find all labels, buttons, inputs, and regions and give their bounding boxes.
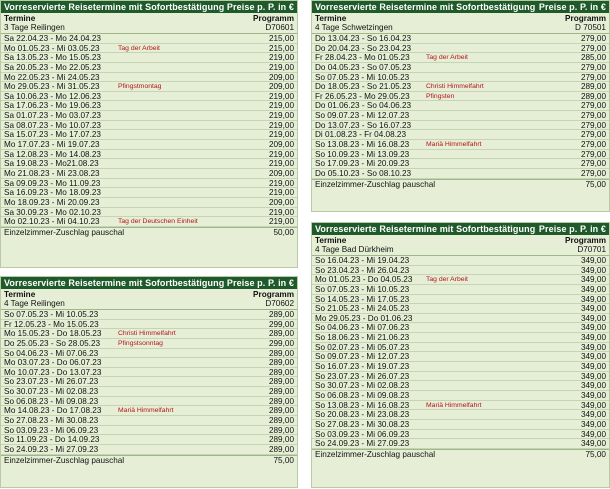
price: 349,00 — [580, 284, 606, 294]
surcharge-label: Einzelzimmer-Zuschlag pauschal — [315, 449, 436, 459]
table-row — [312, 150, 609, 160]
table-row — [312, 130, 609, 140]
date-range: Mo 03.07.23 - Do 06.07.23 — [4, 358, 102, 368]
price: 349,00 — [580, 342, 606, 352]
table-row — [312, 159, 609, 169]
table-row — [1, 368, 297, 378]
table-row — [1, 198, 297, 208]
table-row — [312, 362, 609, 372]
price: 349,00 — [580, 323, 606, 333]
surcharge-label: Einzelzimmer-Zuschlag pauschal — [4, 455, 125, 465]
holiday-note: Tag der Arbeit — [118, 44, 160, 52]
price: 279,00 — [580, 130, 606, 140]
price: 349,00 — [580, 439, 606, 449]
table-row — [312, 295, 609, 305]
price: 289,00 — [580, 82, 606, 92]
date-range: Sa 10.06.23 - Mo 12.06.23 — [4, 91, 101, 101]
table-row — [312, 391, 609, 401]
price: 299,00 — [268, 319, 294, 329]
table-header-bar — [312, 1, 609, 13]
price: 349,00 — [580, 256, 606, 265]
date-range: Sa 22.04.23 - Mo 24.04.23 — [4, 34, 101, 43]
date-range: So 10.09.23 - Mi 13.09.23 — [315, 149, 410, 159]
table-row — [312, 333, 609, 343]
table-row — [312, 92, 609, 102]
date-range: Mo 22.05.23 - Mi 24.05.23 — [4, 72, 100, 82]
price: 289,00 — [580, 91, 606, 101]
price: 289,00 — [268, 358, 294, 368]
table-row — [1, 217, 297, 227]
date-range: Mo 18.09.23 - Mi 20.09.23 — [4, 197, 100, 207]
price: 279,00 — [580, 72, 606, 82]
price: 349,00 — [580, 333, 606, 343]
table-header-bar — [1, 277, 297, 289]
price: 279,00 — [580, 149, 606, 159]
price: 279,00 — [580, 140, 606, 150]
price-header: Preise p. P. in € — [226, 278, 294, 288]
holiday-note: Christi Himmelfahrt — [118, 330, 176, 338]
table-row — [312, 352, 609, 362]
holiday-note: Mariä Himmelfahrt — [118, 407, 174, 415]
price: 289,00 — [268, 435, 294, 445]
date-range: Di 01.08.23 - Fr 04.08.23 — [315, 130, 407, 140]
date-range: So 03.09.23 - Mi 06.09.23 — [4, 425, 99, 435]
date-range: So 07.05.23 - Mi 10.05.23 — [315, 72, 410, 82]
price: 289,00 — [268, 348, 294, 358]
date-range: So 30.07.23 - Mi 02.08.23 — [315, 381, 410, 391]
table-row — [1, 208, 297, 218]
price: 219,00 — [268, 101, 294, 111]
price: 349,00 — [580, 419, 606, 429]
price: 219,00 — [268, 188, 294, 198]
program-code: D 70501 — [575, 23, 606, 32]
date-range: So 04.06.23 - Mi 07.06.23 — [315, 323, 410, 333]
program-code: D70602 — [265, 299, 294, 308]
date-range: Fr 28.04.23 - Mo 01.05.23 — [315, 53, 410, 63]
date-range: Sa 17.06.23 - Mo 19.06.23 — [4, 101, 101, 111]
table-row — [1, 140, 297, 150]
date-range: Sa 01.07.23 - Mo 03.07.23 — [4, 111, 101, 121]
holiday-note: Tag der Arbeit — [426, 54, 468, 62]
price: 289,00 — [268, 367, 294, 377]
date-rows — [312, 34, 609, 179]
date-range: So 09.07.23 - Mi 12.07.23 — [315, 111, 410, 121]
table-row — [1, 111, 297, 121]
surcharge-label: Einzelzimmer-Zuschlag pauschal — [315, 179, 436, 189]
table-header-bar — [312, 223, 609, 235]
trip-name: 4 Tage Reilingen — [4, 299, 65, 308]
date-range: Mo 29.05.23 - Do 01.06.23 — [315, 313, 413, 323]
date-range: Mo 01.05.23 - Mi 03.05.23 — [4, 43, 100, 53]
table-row — [1, 426, 297, 436]
price: 209,00 — [268, 72, 294, 82]
price: 289,00 — [268, 387, 294, 397]
price-table-4-tage-schwetzingen — [311, 0, 610, 212]
column-label-programm: Programm — [565, 236, 606, 245]
surcharge-price: 75,00 — [585, 449, 606, 459]
price: 349,00 — [580, 304, 606, 314]
table-row — [1, 82, 297, 92]
table-row — [1, 159, 297, 169]
price: 289,00 — [268, 416, 294, 426]
price: 289,00 — [268, 444, 294, 454]
table-subheader — [312, 13, 609, 34]
date-range: Fr 12.05.23 - Mo 15.05.23 — [4, 319, 99, 329]
price: 279,00 — [580, 62, 606, 72]
surcharge-price: 75,00 — [273, 455, 294, 465]
date-range: So 06.08.23 - Mi 09.08.23 — [4, 396, 99, 406]
price: 349,00 — [580, 265, 606, 275]
date-range: Mo 10.07.23 - Do 13.07.23 — [4, 367, 102, 377]
table-row — [312, 323, 609, 333]
date-range: So 17.09.23 - Mi 20.09.23 — [315, 159, 410, 169]
table-row — [312, 420, 609, 430]
table-row — [312, 140, 609, 150]
date-range: So 24.09.23 - Mi 27.09.23 — [315, 439, 410, 449]
date-rows — [1, 34, 297, 227]
price: 209,00 — [268, 82, 294, 92]
table-row — [1, 358, 297, 368]
table-row — [1, 179, 297, 189]
date-range: So 04.06.23 - Mi 07.06.23 — [4, 348, 99, 358]
single-room-surcharge-row — [312, 449, 609, 460]
table-row — [1, 130, 297, 140]
table-row — [1, 397, 297, 407]
table-row — [312, 169, 609, 179]
table-row — [312, 63, 609, 73]
price: 299,00 — [268, 338, 294, 348]
table-subheader — [1, 289, 297, 310]
single-room-surcharge-row — [1, 227, 297, 238]
date-range: So 27.08.23 - Mi 30.08.23 — [4, 416, 99, 426]
price-header: Preise p. P. in € — [226, 2, 294, 12]
price-table-4-tage-reilingen — [0, 276, 298, 488]
table-row — [312, 44, 609, 54]
date-range: So 18.06.23 - Mi 21.06.23 — [315, 333, 410, 343]
price: 215,00 — [268, 34, 294, 43]
date-range: Mo 14.08.23 - Do 17.08.23 — [4, 406, 102, 416]
holiday-note: Tag der Arbeit — [426, 276, 468, 284]
price: 289,00 — [268, 425, 294, 435]
date-range: Do 04.05.23 - So 07.05.23 — [315, 62, 412, 72]
date-range: Mo 01.05.23 - Do 04.05.23 — [315, 275, 413, 285]
column-label-programm: Programm — [253, 14, 294, 23]
price-header: Preise p. P. in € — [538, 2, 606, 12]
table-row — [312, 410, 609, 420]
price-header: Preise p. P. in € — [538, 224, 606, 234]
table-row — [1, 416, 297, 426]
date-range: So 07.05.23 - Mi 10.05.23 — [315, 284, 410, 294]
date-range: So 09.07.23 - Mi 12.07.23 — [315, 352, 410, 362]
table-row — [1, 310, 297, 320]
table-row — [312, 53, 609, 63]
date-range: So 21.05.23 - Mi 24.05.23 — [315, 304, 410, 314]
holiday-note: Pfingsten — [426, 92, 455, 100]
date-range: So 07.05.23 - Mi 10.05.23 — [4, 310, 99, 319]
table-subheader — [1, 13, 297, 34]
date-range: Mo 17.07.23 - Mi 19.07.23 — [4, 140, 100, 150]
table-row — [1, 44, 297, 54]
price: 219,00 — [268, 217, 294, 227]
table-row — [1, 34, 297, 44]
table-title: Vorreservierte Reisetermine mit Sofortbestätigung — [315, 224, 536, 234]
date-range: Sa 09.09.23 - Mo 11.09.23 — [4, 178, 101, 188]
date-range: Sa 20.05.23 - Mo 22.05.23 — [4, 62, 101, 72]
trip-name: 4 Tage Bad Dürkheim — [315, 245, 394, 254]
table-row — [312, 430, 609, 440]
price: 279,00 — [580, 111, 606, 121]
table-row — [312, 285, 609, 295]
date-range: So 23.07.23 - Mi 26.07.23 — [315, 371, 410, 381]
date-range: So 11.09.23 - Do 14.09.23 — [4, 435, 100, 445]
date-range: Fr 26.05.23 - Mo 29.05.23 — [315, 91, 410, 101]
table-row — [312, 101, 609, 111]
date-range: So 23.07.23 - Mi 26.07.23 — [4, 377, 99, 387]
date-range: Do 18.05.23 - So 21.05.23 — [315, 82, 412, 92]
table-row — [1, 121, 297, 131]
table-row — [312, 121, 609, 131]
table-row — [1, 349, 297, 359]
table-row — [312, 275, 609, 285]
date-range: So 14.05.23 - Mi 17.05.23 — [315, 294, 410, 304]
price: 219,00 — [268, 62, 294, 72]
price: 219,00 — [268, 130, 294, 140]
holiday-note: Pfingstmontag — [118, 83, 162, 91]
date-range: Sa 12.08.23 - Mo 14.08.23 — [4, 149, 101, 159]
table-title: Vorreservierte Reisetermine mit Sofortbestätigung — [4, 2, 225, 12]
table-title: Vorreservierte Reisetermine mit Sofortbestätigung — [315, 2, 536, 12]
date-range: Sa 30.09.23 - Mo 02.10.23 — [4, 207, 101, 217]
date-range: So 02.07.23 - Mi 05.07.23 — [315, 342, 410, 352]
price: 219,00 — [268, 53, 294, 63]
date-rows — [1, 310, 297, 455]
table-row — [312, 304, 609, 314]
table-row — [312, 343, 609, 353]
table-row — [1, 377, 297, 387]
date-range: So 13.08.23 - Mi 16.08.23 — [315, 140, 410, 150]
column-label-termine: Termine — [315, 236, 347, 245]
price: 349,00 — [580, 429, 606, 439]
table-row — [1, 53, 297, 63]
price: 349,00 — [580, 313, 606, 323]
table-header-bar — [1, 1, 297, 13]
price: 279,00 — [580, 159, 606, 169]
table-row — [1, 188, 297, 198]
table-title: Vorreservierte Reisetermine mit Sofortbestätigung — [4, 278, 225, 288]
table-row — [312, 111, 609, 121]
price: 349,00 — [580, 400, 606, 410]
price: 219,00 — [268, 120, 294, 130]
holiday-note: Christi Himmelfahrt — [426, 83, 484, 91]
date-range: Sa 19.08.23 - Mo21.08.23 — [4, 159, 99, 169]
price: 289,00 — [268, 310, 294, 319]
price: 349,00 — [580, 410, 606, 420]
date-range: So 16.04.23 - Mi 19.04.23 — [315, 256, 410, 265]
price: 279,00 — [580, 34, 606, 43]
column-label-termine: Termine — [4, 290, 36, 299]
table-row — [1, 339, 297, 349]
table-row — [312, 372, 609, 382]
holiday-note: Mariä Himmelfahrt — [426, 401, 482, 409]
table-row — [312, 73, 609, 83]
program-code: D70601 — [265, 23, 294, 32]
price: 349,00 — [580, 390, 606, 400]
holiday-note: Tag der Deutschen Einheit — [118, 218, 198, 226]
trip-name: 3 Tage Reilingen — [4, 23, 65, 32]
holiday-note: Mariä Himmelfahrt — [426, 141, 482, 149]
table-row — [1, 329, 297, 339]
table-row — [312, 82, 609, 92]
column-label-programm: Programm — [253, 290, 294, 299]
table-row — [1, 101, 297, 111]
table-row — [1, 63, 297, 73]
price: 279,00 — [580, 168, 606, 178]
date-range: Sa 16.09.23 - Mo 18.09.23 — [4, 188, 101, 198]
single-room-surcharge-row — [312, 179, 609, 190]
price: 219,00 — [268, 149, 294, 159]
date-range: So 23.04.23 - Mi 26.04.23 — [315, 265, 410, 275]
table-row — [1, 387, 297, 397]
table-subheader — [312, 235, 609, 256]
column-label-termine: Termine — [315, 14, 347, 23]
table-row — [1, 169, 297, 179]
price: 349,00 — [580, 381, 606, 391]
program-code: D70701 — [577, 245, 606, 254]
date-range: So 24.09.23 - Mi 27.09.23 — [4, 444, 99, 454]
price: 219,00 — [268, 91, 294, 101]
price: 285,00 — [580, 53, 606, 63]
date-range: Mo 21.08.23 - Mi 23.08.23 — [4, 168, 100, 178]
price-table-4-tage-bad-duerkheim — [311, 222, 610, 488]
trip-name: 4 Tage Schwetzingen — [315, 23, 393, 32]
date-range: Do 13.07.23 - So 16.07.23 — [315, 120, 412, 130]
price: 349,00 — [580, 275, 606, 285]
price: 289,00 — [268, 329, 294, 339]
price: 349,00 — [580, 362, 606, 372]
date-range: So 06.08.23 - Mi 09.08.23 — [315, 390, 410, 400]
table-row — [312, 34, 609, 44]
date-range: So 13.08.23 - Mi 16.08.23 — [315, 400, 410, 410]
date-range: Sa 13.05.23 - Mo 15.05.23 — [4, 53, 101, 63]
price: 209,00 — [268, 140, 294, 150]
single-room-surcharge-row — [1, 455, 297, 466]
date-rows — [312, 256, 609, 449]
holiday-note: Pfingstsonntag — [118, 339, 163, 347]
date-range: Do 05.10.23 - So 08.10.23 — [315, 168, 412, 178]
surcharge-price: 50,00 — [273, 227, 294, 237]
date-range: So 30.07.23 - Mi 02.08.23 — [4, 387, 99, 397]
table-row — [1, 320, 297, 330]
date-range: Do 13.04.23 - So 16.04.23 — [315, 34, 412, 43]
table-row — [1, 406, 297, 416]
date-range: So 03.09.23 - Mi 06.09.23 — [315, 429, 410, 439]
date-range: Mo 29.05.23 - Mi 31.05.23 — [4, 82, 100, 92]
column-label-programm: Programm — [565, 14, 606, 23]
price: 215,00 — [268, 43, 294, 53]
price: 209,00 — [268, 197, 294, 207]
date-range: Do 01.06.23 - So 04.06.23 — [315, 101, 412, 111]
price: 279,00 — [580, 43, 606, 53]
price: 349,00 — [580, 371, 606, 381]
price: 219,00 — [268, 111, 294, 121]
price: 289,00 — [268, 406, 294, 416]
table-row — [1, 445, 297, 455]
price: 349,00 — [580, 294, 606, 304]
date-range: Sa 15.07.23 - Mo 17.07.23 — [4, 130, 101, 140]
table-row — [312, 256, 609, 266]
date-range: Sa 08.07.23 - Mo 10.07.23 — [4, 120, 101, 130]
price-table-3-tage-reilingen — [0, 0, 298, 268]
surcharge-price: 75,00 — [585, 179, 606, 189]
date-range: Mo 15.05.23 - Do 18.05.23 — [4, 329, 102, 339]
price: 279,00 — [580, 120, 606, 130]
date-range: Do 25.05.23 - So 28.05.23 — [4, 338, 101, 348]
table-row — [1, 92, 297, 102]
price: 289,00 — [268, 396, 294, 406]
table-row — [1, 435, 297, 445]
table-row — [1, 73, 297, 83]
date-range: So 16.07.23 - Mi 19.07.23 — [315, 362, 410, 372]
column-label-termine: Termine — [4, 14, 36, 23]
table-row — [1, 150, 297, 160]
date-range: So 27.08.23 - Mi 30.08.23 — [315, 419, 410, 429]
price: 219,00 — [268, 207, 294, 217]
table-row — [312, 439, 609, 449]
date-range: Mo 02.10.23 - Mi 04.10.23 — [4, 217, 100, 227]
price: 219,00 — [268, 178, 294, 188]
table-row — [312, 314, 609, 324]
table-row — [312, 401, 609, 411]
price: 349,00 — [580, 352, 606, 362]
price: 219,00 — [268, 159, 294, 169]
date-range: So 20.08.23 - Mi 23.08.23 — [315, 410, 410, 420]
price: 289,00 — [268, 377, 294, 387]
table-row — [312, 381, 609, 391]
table-row — [312, 266, 609, 276]
price: 209,00 — [268, 168, 294, 178]
date-range: Do 20.04.23 - So 23.04.23 — [315, 43, 412, 53]
surcharge-label: Einzelzimmer-Zuschlag pauschal — [4, 227, 125, 237]
price: 279,00 — [580, 101, 606, 111]
